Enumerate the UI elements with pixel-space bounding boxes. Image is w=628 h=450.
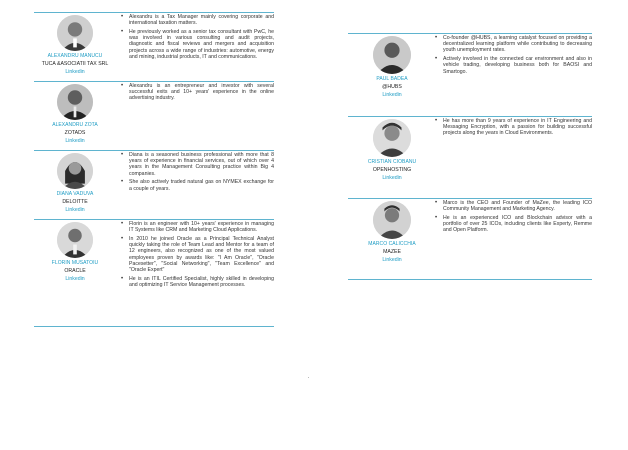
person-company: MAZEE [383,249,401,255]
person-name: ALEXANDRU ZOTA [52,122,98,128]
avatar [373,119,411,157]
person-name: MARCO CALICCHIA [368,241,416,247]
person-company: DELOITTE [62,199,88,205]
avatar [57,15,93,51]
bio-bullet: • She also actively traded natural gas on NYMEX exchange for a couple of years. [121,179,274,191]
team-member-row [34,81,274,150]
person-name: FLORIN MUSATOIU [51,260,99,266]
avatar [57,153,93,189]
person-name: CRISTIAN CIOBANU [367,159,417,165]
bio-bullet: • Marco is the CEO and Founder of MaZee, the leading ICO Community Management and Marketing Agency. [435,200,592,212]
team-member-profile [348,117,436,181]
bio-bullet: • He is an experienced ICO and Blockchain advisor with a portfolio of over 25 ICOs, including clients like Experty, Remme and Open Platform. [435,215,592,234]
avatar [57,222,93,258]
linkedin-link[interactable]: Linkedin [382,257,402,263]
avatar [373,36,411,74]
bio-bullet: • He previously worked as a senior tax consultant with PwC, he was involved in various consulting and audit projects, diagnostic and fiscal reviews and mergers and acquisition projects across a wide range of industries: automotive, energy and mining, industrial products, IT and communications. [121,29,274,60]
team-member-row [34,219,274,327]
team-member-row [34,12,274,81]
bio-bullet: • Diana is a seasoned business professional with more that 8 years of experience in financial services, out of which over 4 years in the Management Consulting practice within Big 4 companies. [121,152,274,177]
linkedin-link[interactable]: Linkedin [382,92,402,98]
team-member-profile [34,220,116,282]
bio-bullet: • Alexandru is an entrepreneur and investor with several successful exits and 10+ years' experience in the online advertising industry. [121,83,274,102]
person-bio [121,83,274,104]
person-company: OPENHOSTING [372,167,412,173]
person-bio [121,152,274,194]
bio-bullet: • Florin is an engineer with 10+ years' experience in managing IT Systems like CRM and Marketing Cloud Applications. [121,221,274,233]
left-team-table [34,12,274,327]
person-name: DIANA VADUVA [56,191,94,197]
person-bio [435,118,592,139]
linkedin-link[interactable]: Linkedin [382,175,402,181]
team-member-row [34,150,274,219]
linkedin-link[interactable]: Linkedin [65,207,85,213]
bio-bullet: • He is an ITIL Certified Specialist, highly skilled in developing and optimizing IT Service Management processes. [121,276,274,288]
person-bio [435,35,592,77]
person-name: PAUL BADEA [376,76,408,82]
person-company: @HUBS [382,84,402,90]
team-member-profile [34,151,116,213]
person-company: ORACLE [64,268,86,274]
person-company: TUCA &ASOCIATII TAX SRL [41,61,109,67]
person-bio [121,221,274,291]
team-member-row [348,116,592,198]
bio-bullet: • Actively involved in the connected car environment and also in vehicle trading, developing business both for BAOSI and Smartogo. [435,56,592,75]
bio-bullet: • Alexandru is a Tax Manager mainly covering corporate and international taxation matters. [121,14,274,26]
team-member-profile [34,82,116,144]
person-bio [121,14,274,62]
team-member-profile [348,199,436,263]
avatar [373,201,411,239]
linkedin-link[interactable]: Linkedin [65,69,85,75]
bio-bullet: • He has more than 9 years of experience in IT Engineering and Messaging Encryption, with a passion for building successful projects along the years in Cloud Environments. [435,118,592,137]
bio-bullet: • Co-founder @HUBS, a learning catalyst focused on providing a decentralized learning platform while contributing to decreasing youth unemployment rates. [435,35,592,54]
team-member-profile [34,13,116,75]
team-member-row [348,198,592,280]
avatar [57,84,93,120]
person-bio [435,200,592,236]
right-team-table [348,33,592,280]
linkedin-link[interactable]: Linkedin [65,138,85,144]
person-company: ZOTADS [64,130,86,136]
person-name: ALEXANDRU MANUCU [47,53,103,59]
team-member-row [348,33,592,116]
bio-bullet: • In 2010 he joined Oracle as a Principal Technical Analyst quickly taking the role of Team Lead and Mentor for a team of 12 engineers, also recognized as one of the most valued employees proven by awards like: "I Am Oracle", "Oracle Pacesetter", "Social Networking", "Team Excellence" and "Oracle Expert" [121,236,274,273]
team-member-profile [348,34,436,98]
page-marker-dot [308,377,309,378]
linkedin-link[interactable]: Linkedin [65,276,85,282]
